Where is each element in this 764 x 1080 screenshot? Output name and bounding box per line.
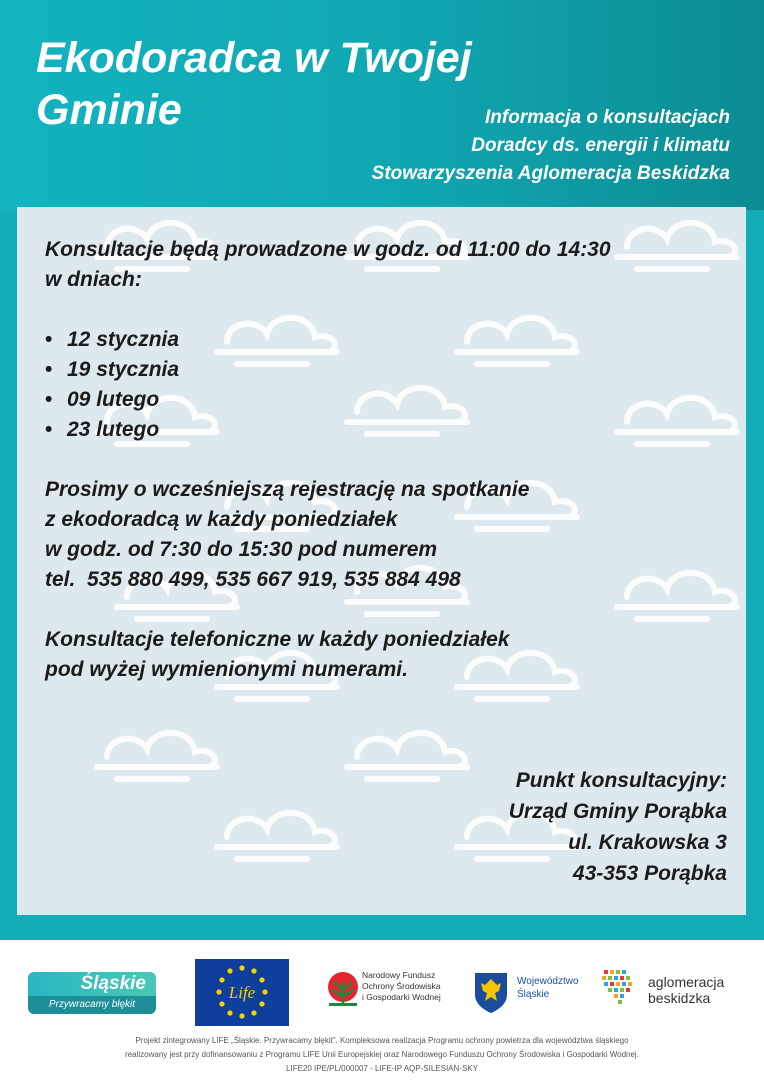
date-list bbox=[45, 325, 725, 445]
slaskie-logo-tagline: Przywracamy błękit bbox=[28, 996, 156, 1014]
list-item: • 09 lutego bbox=[45, 385, 725, 415]
wojewodztwo-slaskie-logo bbox=[473, 971, 593, 1015]
registration-line: w godz. od 7:30 do 15:30 pod numerem bbox=[45, 538, 438, 561]
title-line-1: Ekodoradca w Twojej bbox=[36, 34, 472, 82]
eu-stars-icon bbox=[195, 959, 289, 1026]
slaskie-logo-name: Śląskie bbox=[28, 972, 156, 996]
subtitle bbox=[310, 104, 730, 188]
disclaimer-line: Projekt zintegrowany LIFE „Śląskie. Przywracamy błękit”. Kompleksowa realizacja Programu ochrony powietrza dla województwa śląskiego bbox=[135, 1036, 629, 1045]
address-line: 43-353 Porąbka bbox=[572, 862, 727, 885]
slaskie-logo bbox=[28, 972, 156, 1016]
aglomeracja-line: beskidzka bbox=[648, 990, 711, 1006]
address-line: Urząd Gminy Porąbka bbox=[508, 800, 727, 823]
registration-phone-line: tel. 535 880 499, 535 667 919, 535 884 498 bbox=[45, 568, 461, 591]
disclaimer-line: LIFE20 IPE/PL/000007 - LIFE-IP AQP-SILESIAN-SKY bbox=[286, 1064, 478, 1073]
disclaimer-line: realizowany jest przy dofinansowaniu z Programu LIFE Unii Europejskiej oraz Narodowego Funduszu Ochrony Środowiska i Gospodarki Wodnej. bbox=[125, 1050, 639, 1059]
address-line: Punkt konsultacyjny: bbox=[515, 769, 727, 792]
list-item: • 23 lutego bbox=[45, 415, 725, 445]
nfosigw-tree-icon bbox=[326, 970, 360, 1010]
cloud-shape bbox=[217, 813, 337, 859]
phone-consult-line: pod wyżej wymienionymi numerami. bbox=[45, 658, 408, 681]
subtitle-line: Stowarzyszenia Aglomeracja Beskidzka bbox=[371, 163, 730, 184]
phone-consult-line: Konsultacje telefoniczne w każdy poniedziałek bbox=[45, 628, 510, 651]
consultation-details bbox=[45, 235, 725, 685]
bullet-icon: • bbox=[45, 328, 53, 351]
cloud-shape bbox=[347, 733, 467, 779]
consultation-address bbox=[509, 765, 727, 889]
footer bbox=[0, 940, 764, 1080]
nfosigw-line: i Gospodarki Wodnej bbox=[362, 992, 441, 1002]
intro-line: w dniach: bbox=[45, 268, 142, 291]
life-eu-logo bbox=[195, 959, 289, 1026]
wojewodztwo-line: Śląskie bbox=[517, 989, 550, 1000]
bullet-icon: • bbox=[45, 388, 53, 411]
aglomeracja-beskidzka-logo bbox=[600, 968, 740, 1014]
nfosigw-line: Narodowy Fundusz bbox=[362, 970, 436, 980]
subtitle-line: Doradcy ds. energii i klimatu bbox=[471, 135, 730, 156]
intro-line: Konsultacje będą prowadzone w godz. od 11:00 do 14:30 bbox=[45, 238, 611, 261]
aglomeracja-line: aglomeracja bbox=[648, 974, 725, 990]
coat-of-arms-icon bbox=[473, 971, 509, 1015]
address-line: ul. Krakowska 3 bbox=[568, 831, 727, 854]
cloud-shape bbox=[97, 733, 217, 779]
bullet-icon: • bbox=[45, 418, 53, 441]
title-line-2: Gminie bbox=[36, 86, 182, 134]
list-item: • 12 stycznia bbox=[45, 325, 725, 355]
funding-disclaimer bbox=[40, 1034, 724, 1076]
bullet-icon: • bbox=[45, 358, 53, 381]
subtitle-line: Informacja o konsultacjach bbox=[485, 107, 730, 128]
life-logo-text: Life bbox=[228, 983, 256, 1002]
mosaic-map-icon bbox=[600, 968, 644, 1008]
list-item: • 19 stycznia bbox=[45, 355, 725, 385]
registration-line: z ekodoradcą w każdy poniedziałek bbox=[45, 508, 398, 531]
registration-line: Prosimy o wcześniejszą rejestrację na spotkanie bbox=[45, 478, 530, 501]
info-panel bbox=[17, 207, 746, 915]
header-banner bbox=[0, 0, 764, 210]
wojewodztwo-line: Województwo bbox=[517, 976, 579, 987]
nfosigw-logo bbox=[326, 970, 446, 1016]
nfosigw-line: Ochrony Środowiska bbox=[362, 981, 441, 991]
